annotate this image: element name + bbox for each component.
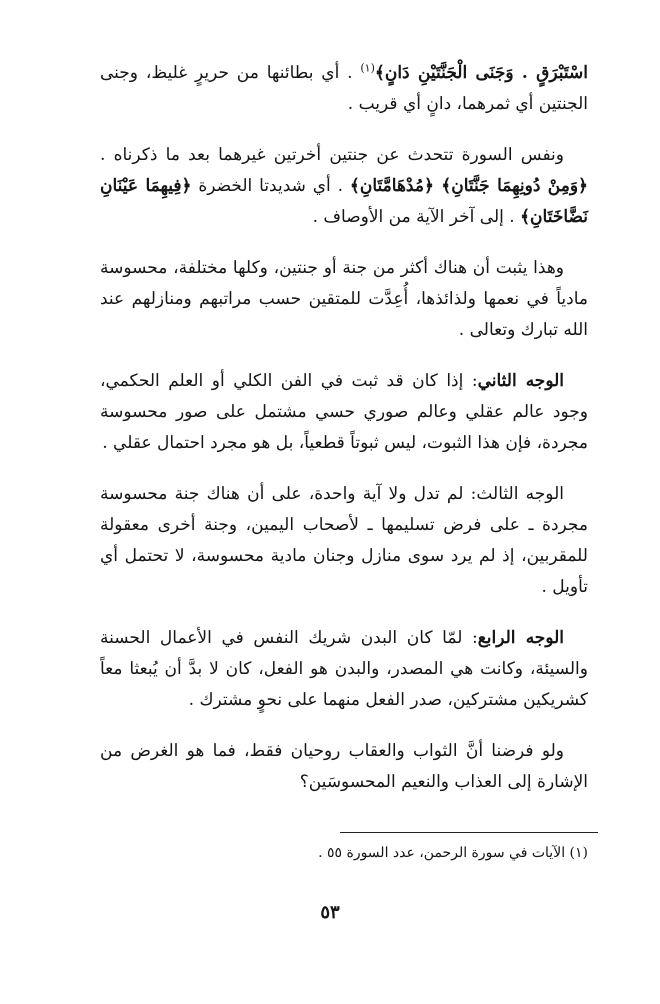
- text-run: : إذا كان قد ثبت في الفن الكلي أو العلم الحكمي، وجود عالم عقلي وعالم صوري حسي مشتمل على صور محسوسة مجردة، فإن هذا الثبوت، ليس ثبوتاً قطعياً، بل هو مجرد احتمال عقلي .: [100, 371, 588, 453]
- text-run: . إلى آخر الآية من الأوصاف .: [312, 207, 521, 227]
- body-text: [100, 58, 588, 818]
- quran-quote: ﴿فِيهِمَا عَيْنَانِ نَضَّاخَتَانِ﴾: [100, 176, 588, 227]
- quran-quote: ﴿وَمِنْ دُونِهِمَا جَنَّتَانِ﴾ ﴿مُدْهَامَّتَانِ﴾: [349, 176, 589, 196]
- paragraph: [100, 58, 588, 120]
- text-run: . أي بطائنها من حريرٍ غليظ، وجنى الجنتين أي ثمرهما، دانٍ أي قريب .: [100, 63, 588, 114]
- paragraph: [100, 479, 588, 603]
- paragraph: [100, 140, 588, 233]
- footnote-ref: (١): [360, 61, 375, 75]
- paragraph: [100, 736, 588, 798]
- page-number: ٥٣: [320, 902, 340, 923]
- paragraph: [100, 623, 588, 716]
- quran-quote: اسْتَبْرَقٍ . وَجَنَى الْجَنَّتَيْنِ دَانٍ﴾: [374, 63, 588, 83]
- footnote-divider: [340, 832, 598, 833]
- paragraph: [100, 253, 588, 346]
- text-run: ولو فرضنا أنَّ الثواب والعقاب روحيان فقط، فما هو الغرض من الإشارة إلى العذاب والنعيم المحسوسَين؟: [100, 741, 588, 792]
- text-run: الوجه الثالث: لم تدل ولا آية واحدة، على أن هناك جنة محسوسة مجردة ـ على فرض تسليمها ـ لأصحاب اليمين، وجنة أخرى معقولة للمقربين، إذ لم يرد سوى منازل وجنان مادية محسوسة، لا تحتمل أي تأويل .: [100, 484, 588, 597]
- paragraph: [100, 366, 588, 459]
- text-run: . أي شديدتا الخضرة: [191, 176, 350, 196]
- footnote: (١) الآيات في سورة الرحمن، عدد السورة ٥٥ .: [318, 845, 588, 861]
- section-heading: الوجه الرابع: [477, 628, 564, 648]
- text-run: وهذا يثبت أن هناك أكثر من جنة أو جنتين، وكلها مختلفة، محسوسة مادياً في نعمها ولذائذها، أُعِدَّت للمتقين حسب مراتبهم ومنازلهم عند الله تبارك وتعالى .: [100, 258, 588, 340]
- text-run: : لمّا كان البدن شريك النفس في الأعمال الحسنة والسيئة، وكانت هي المصدر، والبدن هو الفعل، كان لا بدَّ أن يُبعثا معاً كشريكين مشتركين، صدر الفعل منهما على نحوٍ مشترك .: [100, 628, 588, 710]
- section-heading: الوجه الثاني: [477, 371, 565, 391]
- text-run: ونفس السورة تتحدث عن جنتين أخرتين غيرهما بعد ما ذكرناه .: [100, 145, 564, 165]
